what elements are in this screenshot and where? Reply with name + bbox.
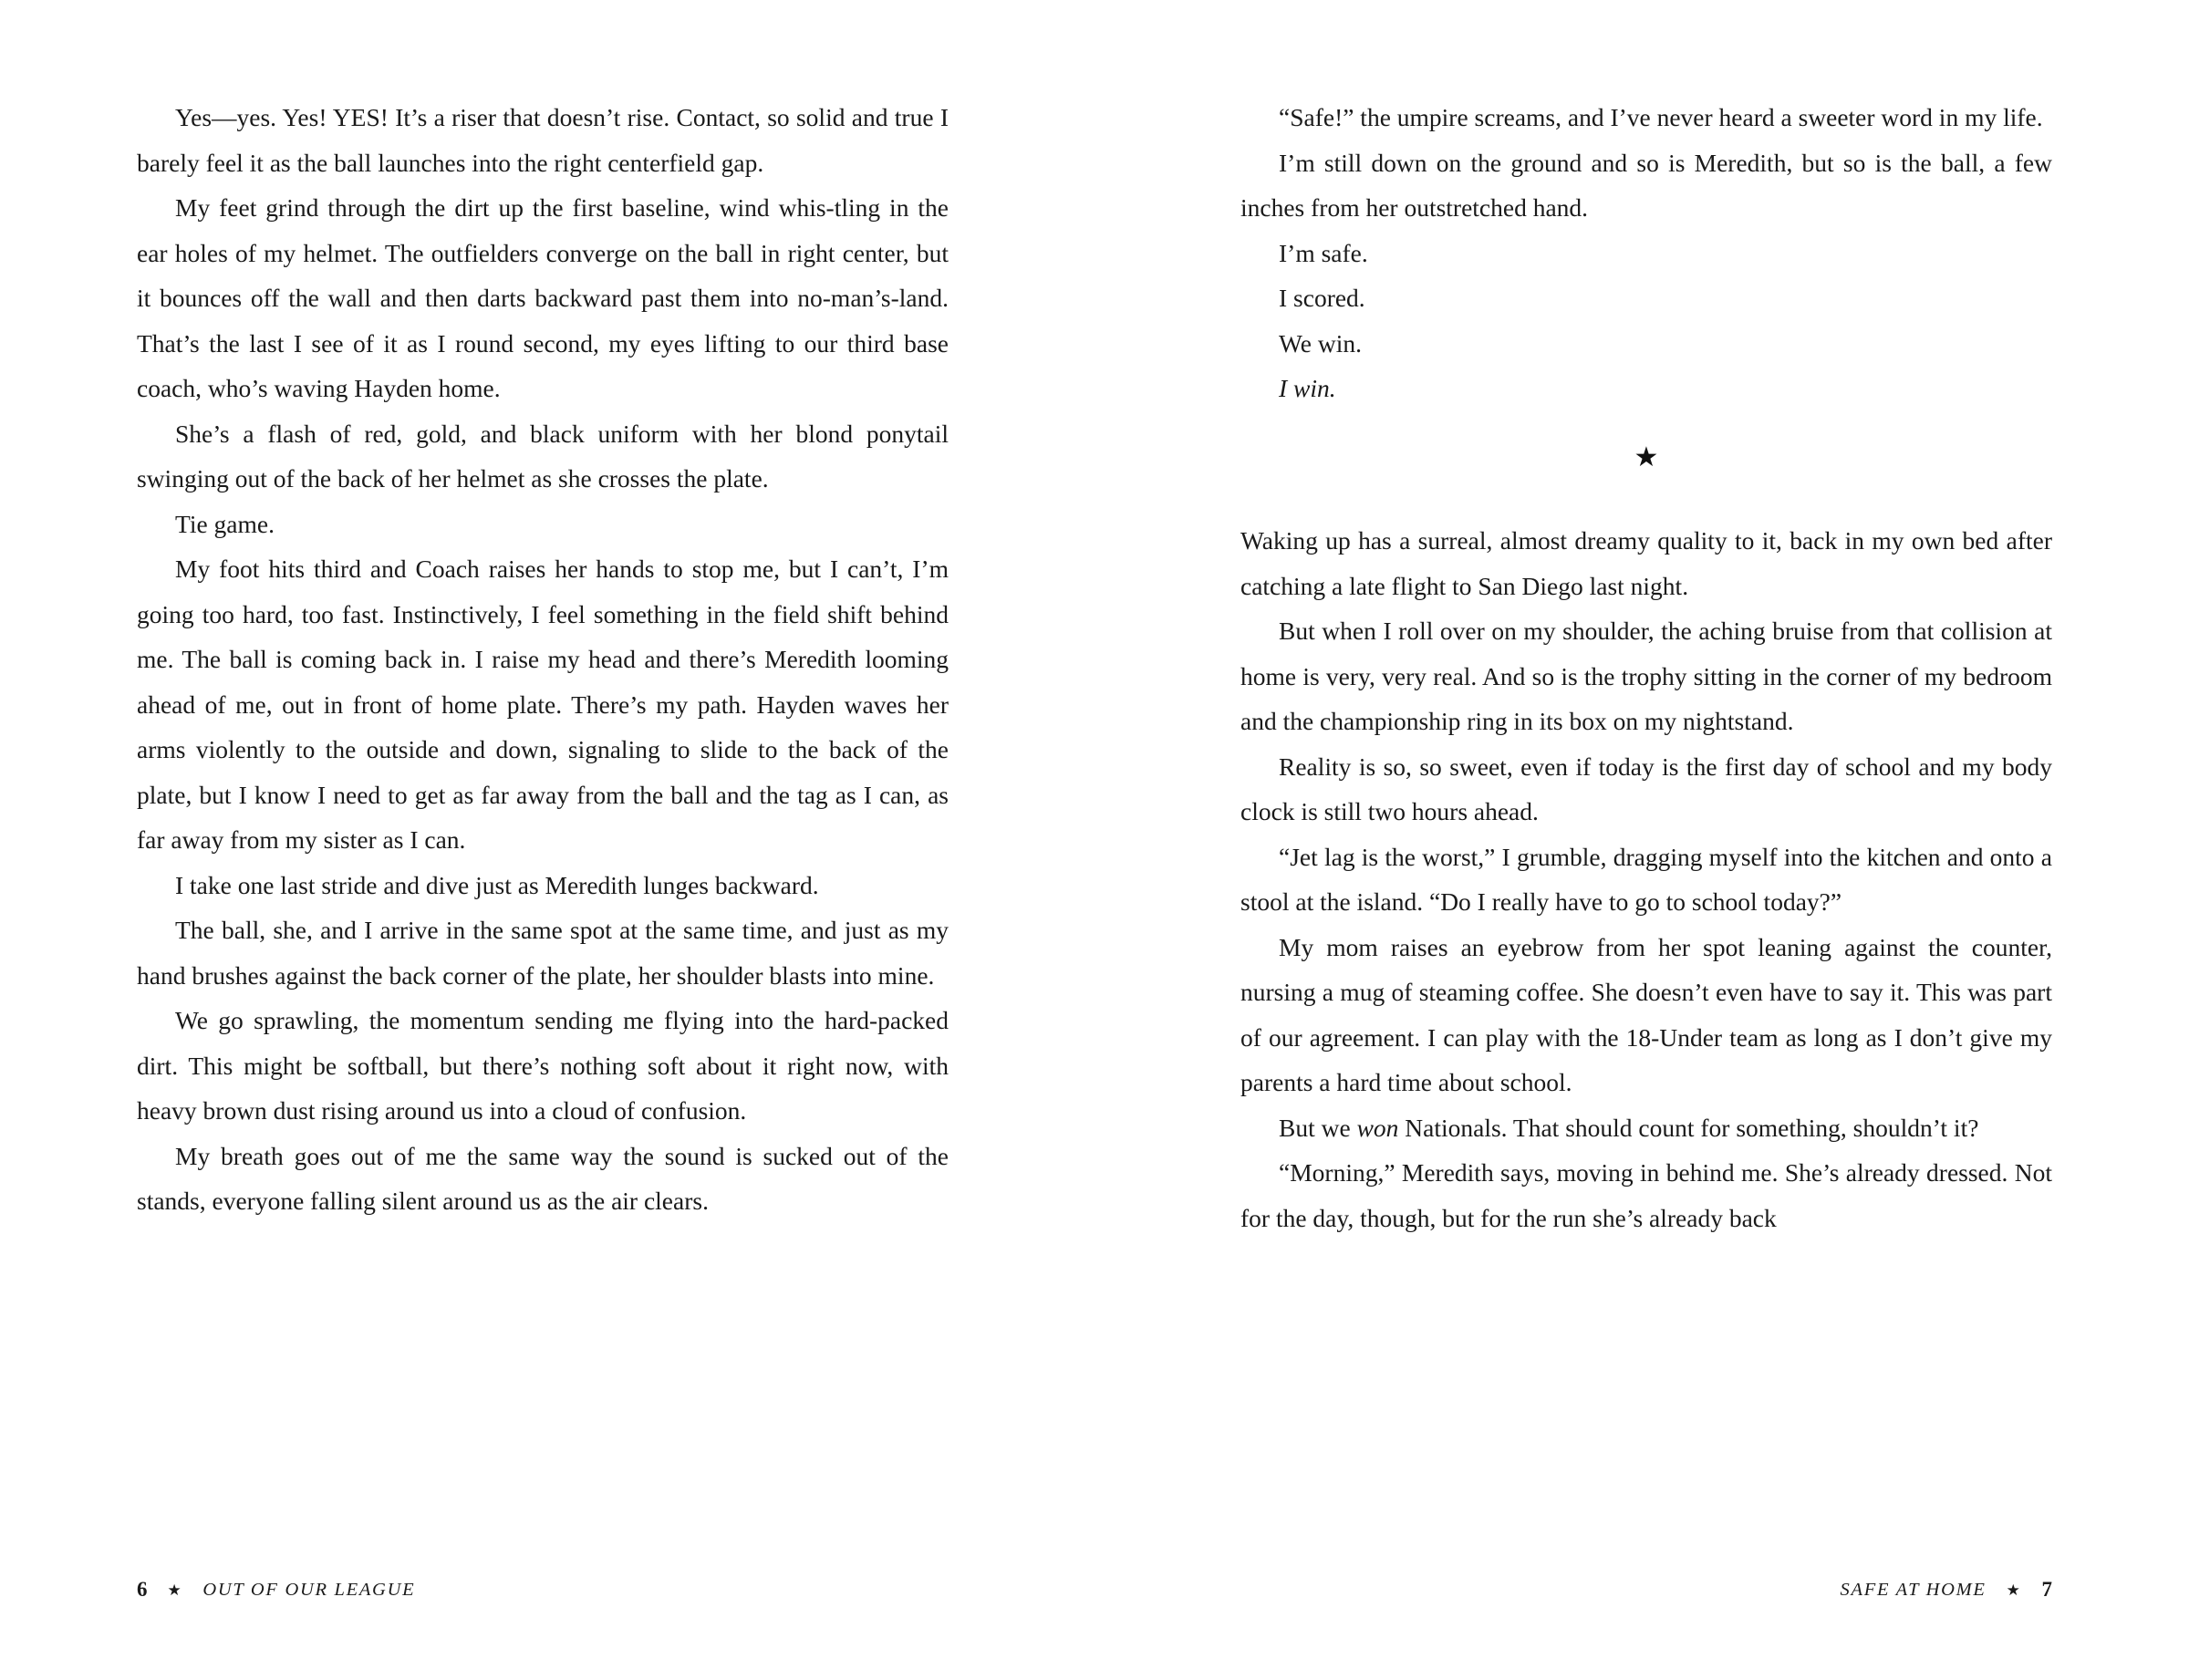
right-page-body-bottom (1240, 518, 2052, 1240)
italic-line: I win. (1279, 374, 1336, 402)
star-icon: ★ (167, 1581, 183, 1599)
paragraph: Reality is so, so sweet, even if today is the first day of school and my body clock is still two hours ahead. (1240, 752, 2052, 825)
scene-break-ornament: ★ (1634, 441, 1659, 472)
paragraph: My breath goes out of me the same way the sound is sucked out of the stands, everyone falling silent around us as the air clears. (137, 1141, 949, 1215)
paragraph: The ball, she, and I arrive in the same spot at the same time, and just as my hand brushes against the back corner of the plate, her shoulder blasts into mine. (137, 916, 949, 990)
right-page-body-top (1240, 95, 2052, 411)
running-head: OUT OF OUR LEAGUE (202, 1579, 416, 1600)
left-page (0, 0, 1094, 1680)
folio-right (1841, 1578, 2052, 1602)
folio-left (137, 1578, 415, 1602)
paragraph: My foot hits third and Coach raises her hands to stop me, but I can’t, I’m going too hard, too fast. Instinctively, I feel something in the field shift behind me. The ball is coming back in. I raise my head and there’s Meredith looming ahead of me, out in front of home plate. There’s my path. Hayden waves her arms violently to the outside and down, signaling to slide to the back of the plate, but I know I need to get as far away from the ball and the tag as I can, as far away from my sister as I can. (137, 555, 949, 854)
left-page-body (137, 95, 949, 1224)
text-after-italic: Nationals. That should count for something, shouldn’t it? (1398, 1113, 1979, 1142)
paragraph: “Morning,” Meredith says, moving in behind me. She’s already dressed. Not for the day, though, but for the run she’s already back (1240, 1158, 2052, 1232)
page-number: 6 (137, 1578, 148, 1601)
paragraph: I’m safe. (1279, 238, 1368, 267)
paragraph: I scored. (1279, 284, 1365, 312)
paragraph: “Safe!” the umpire screams, and I’ve never heard a sweeter word in my life. (1279, 103, 2043, 131)
paragraph: My feet grind through the dirt up the first baseline, wind whis-tling in the ear holes of my helmet. The outfielders converge on the ball in right center, but it bounces off the wall and then darts backward past them into no-man’s-land. That’s the last I see of it as I round second, my eyes lifting to our third base coach, who’s waving Hayden home. (137, 193, 949, 402)
italic-word: won (1356, 1113, 1399, 1142)
paragraph: Waking up has a surreal, almost dreamy quality to it, back in my own bed after catching a late flight to San Diego last night. (1240, 526, 2052, 600)
paragraph: I take one last stride and dive just as Meredith lunges backward. (175, 870, 819, 899)
paragraph: She’s a flash of red, gold, and black uniform with her blond ponytail swinging out of the back of her helmet as she crosses the plate. (137, 419, 949, 493)
running-head: SAFE AT HOME (1840, 1579, 1987, 1600)
paragraph: We go sprawling, the momentum sending me flying into the hard-packed dirt. This might be softball, but there’s nothing soft about it right now, with heavy brown dust rising around us into a cloud of confusion. (137, 1006, 949, 1125)
paragraph-mixed (1240, 1105, 2052, 1151)
paragraph: But when I roll over on my shoulder, the aching bruise from that collision at home is very, very real. And so is the trophy sitting in the corner of my bedroom and the championship ring in its box on my nightstand. (1240, 617, 2052, 735)
page-number: 7 (2041, 1578, 2052, 1601)
paragraph: “Jet lag is the worst,” I grumble, dragging myself into the kitchen and onto a stool at the island. “Do I really have to go to school today?” (1240, 842, 2052, 916)
paragraph: Tie game. (175, 509, 275, 538)
paragraph: Yes—yes. Yes! YES! It’s a riser that doesn’t rise. Contact, so solid and true I barely feel it as the ball launches into the right centerfield gap. (137, 103, 949, 177)
paragraph: I’m still down on the ground and so is Meredith, but so is the ball, a few inches from her outstretched hand. (1240, 148, 2052, 222)
right-page (1094, 0, 2189, 1680)
paragraph: We win. (1279, 328, 1362, 358)
text-before-italic: But we (1279, 1113, 1357, 1142)
star-icon: ★ (2006, 1581, 2022, 1599)
paragraph: My mom raises an eyebrow from her spot leaning against the counter, nursing a mug of steaming coffee. She doesn’t even have to say it. This was part of our agreement. I can play with the 18-Under team as long as I don’t give my parents a hard time about school. (1240, 932, 2052, 1096)
paragraph-italic (1240, 366, 2052, 411)
